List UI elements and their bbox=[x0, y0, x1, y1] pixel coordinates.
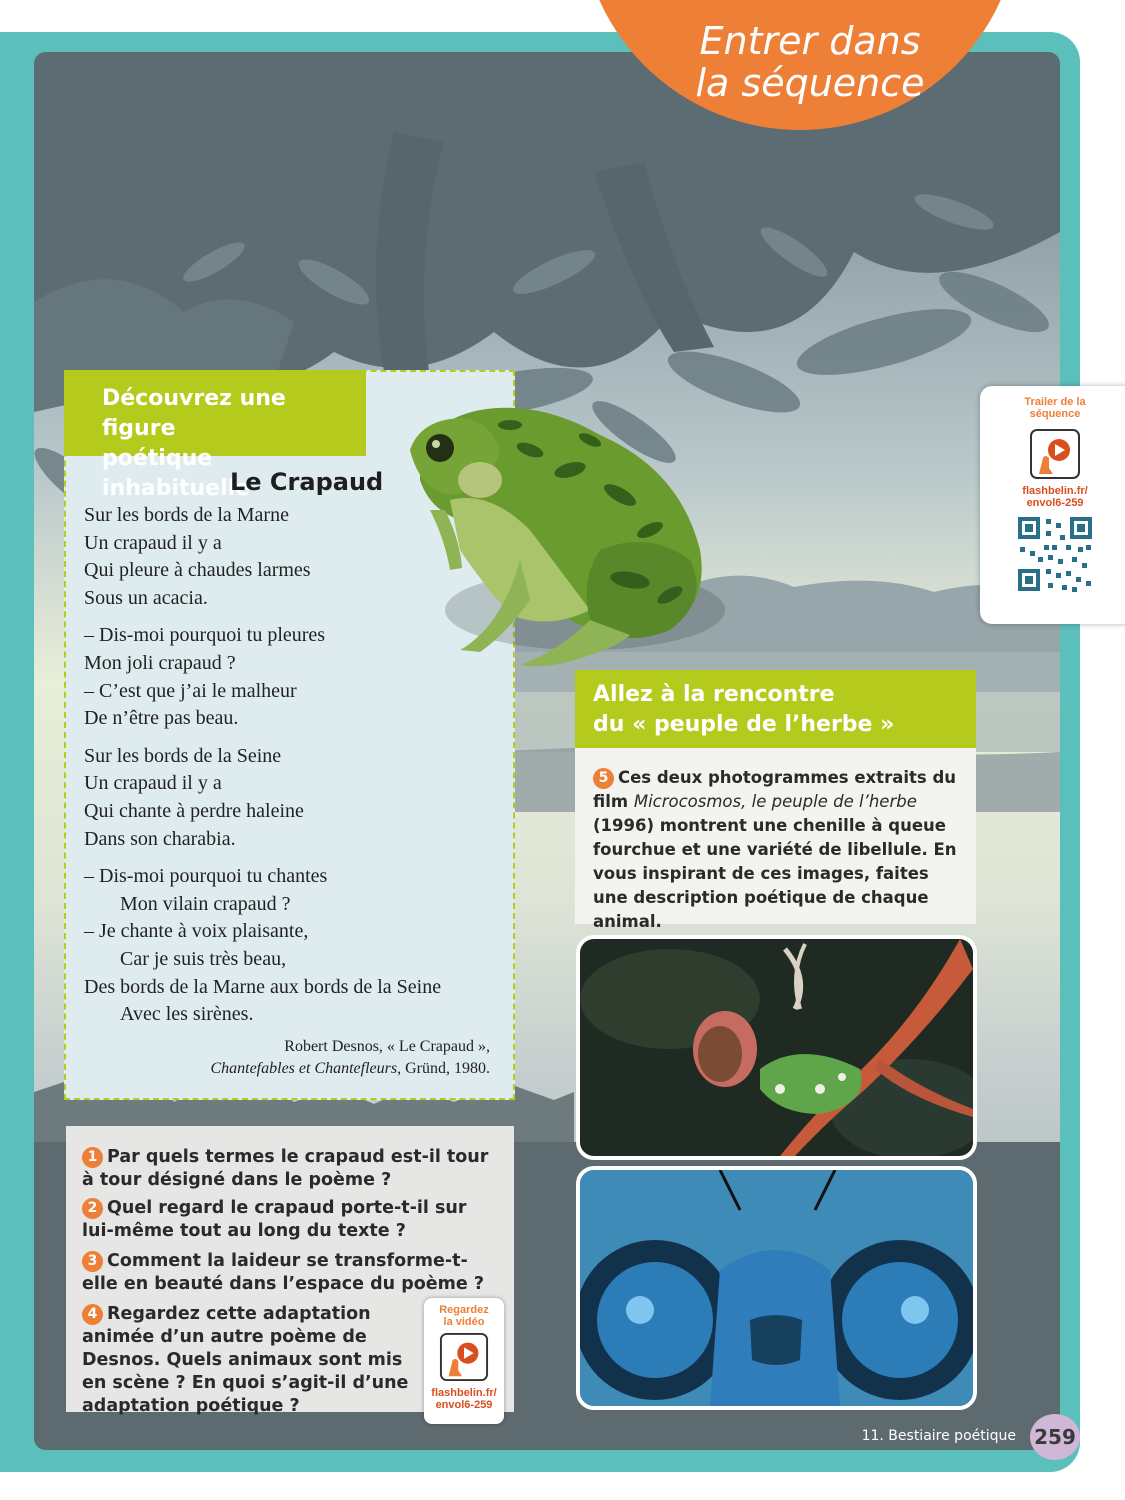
poem-line: Mon joli crapaud ? bbox=[84, 651, 236, 674]
question-4: 4 Regardez cette adaptation animée d’un autre poème de Desnos. Quels animaux sont mis en scène ? En quoi s’agit-il d’une adaptation poétique ? bbox=[82, 1304, 409, 1416]
toad-illustration bbox=[390, 380, 750, 680]
question-1: 1 Par quels termes le crapaud est-il tour à tour désigné dans le poème ? bbox=[82, 1147, 489, 1190]
stanza-gap bbox=[84, 733, 504, 743]
question-2: 2 Quel regard le crapaud porte-t-il sur lui-même tout au long du texte ? bbox=[82, 1198, 467, 1241]
poem-line: Sur les bords de la Marne bbox=[84, 504, 289, 526]
poem-line: – Je chante à voix plaisante, bbox=[84, 920, 309, 943]
poem-line: Un crapaud il y a bbox=[84, 531, 222, 554]
poem-line: Car je suis très beau, bbox=[120, 947, 287, 970]
question-3: 3 Comment la laideur se transforme-t-elle en beauté dans l’espace du poème ? bbox=[82, 1251, 484, 1294]
play-video-icon[interactable] bbox=[1029, 428, 1081, 480]
stanza-gap bbox=[84, 853, 504, 863]
qr-code-icon bbox=[1016, 515, 1094, 593]
trailer-card[interactable] bbox=[980, 386, 1125, 624]
footer-section-title: 11. Bestiaire poétique bbox=[861, 1428, 1016, 1444]
question-number: 2 bbox=[82, 1198, 103, 1219]
poem-line: Un crapaud il y a bbox=[84, 772, 222, 795]
poem-line: – Dis-moi pourquoi tu pleures bbox=[84, 624, 326, 647]
sequence-title: Entrer dans la séquence bbox=[695, 19, 925, 105]
poem-credit: Robert Desnos, « Le Crapaud », Chantefables et Chantefleurs, Gründ, 1980. bbox=[210, 1038, 490, 1077]
video-label: Regardez la vidéo bbox=[439, 1304, 489, 1328]
question-number: 4 bbox=[82, 1304, 103, 1325]
page-number: 259 bbox=[1030, 1414, 1080, 1460]
question-number-5: 5 bbox=[593, 768, 614, 789]
question-number: 3 bbox=[82, 1251, 103, 1272]
dragonfly-photo bbox=[576, 1166, 977, 1410]
poem-section-heading: Découvrez une figure poétique inhabituelle bbox=[64, 370, 366, 456]
poem-line: – C’est que j’ai le malheur bbox=[84, 679, 297, 702]
video-link[interactable]: flashbelin.fr/ envol6-259 bbox=[431, 1387, 497, 1411]
poem-title: Le Crapaud bbox=[230, 468, 384, 496]
poem-line: Sous un acacia. bbox=[84, 586, 208, 609]
poem-line: – Dis-moi pourquoi tu chantes bbox=[84, 865, 328, 888]
meet-section-heading: Allez à la rencontre du « peuple de l’herbe » bbox=[575, 670, 976, 748]
trailer-link[interactable]: flashbelin.fr/ envol6-259 bbox=[1022, 485, 1088, 509]
poem-line: Des bords de la Marne aux bords de la Seine bbox=[84, 975, 442, 998]
poem-line: Qui chante à perdre haleine bbox=[84, 799, 304, 822]
caterpillar-photo bbox=[576, 935, 977, 1160]
poem-line: Qui pleure à chaudes larmes bbox=[84, 559, 311, 582]
poem-line: Sur les bords de la Seine bbox=[84, 744, 282, 767]
meet-section-text: 5 Ces deux photogrammes extraits du film Microcosmos, le peuple de l’herbe (1996) montrent une chenille à queue fourchue et une variété de libellule. En vous inspirant de ces images, faites une description poétique de chaque animal. bbox=[575, 748, 976, 924]
poem-line: Avec les sirènes. bbox=[120, 1003, 254, 1026]
poem-line: Dans son charabia. bbox=[84, 827, 236, 850]
play-video-icon[interactable] bbox=[439, 1332, 489, 1382]
trailer-label: Trailer de la séquence bbox=[1024, 396, 1086, 420]
poem-line: Mon vilain crapaud ? bbox=[120, 892, 291, 915]
poem-line: De n’être pas beau. bbox=[84, 707, 239, 730]
video-card[interactable] bbox=[424, 1298, 504, 1424]
question-number: 1 bbox=[82, 1147, 103, 1168]
